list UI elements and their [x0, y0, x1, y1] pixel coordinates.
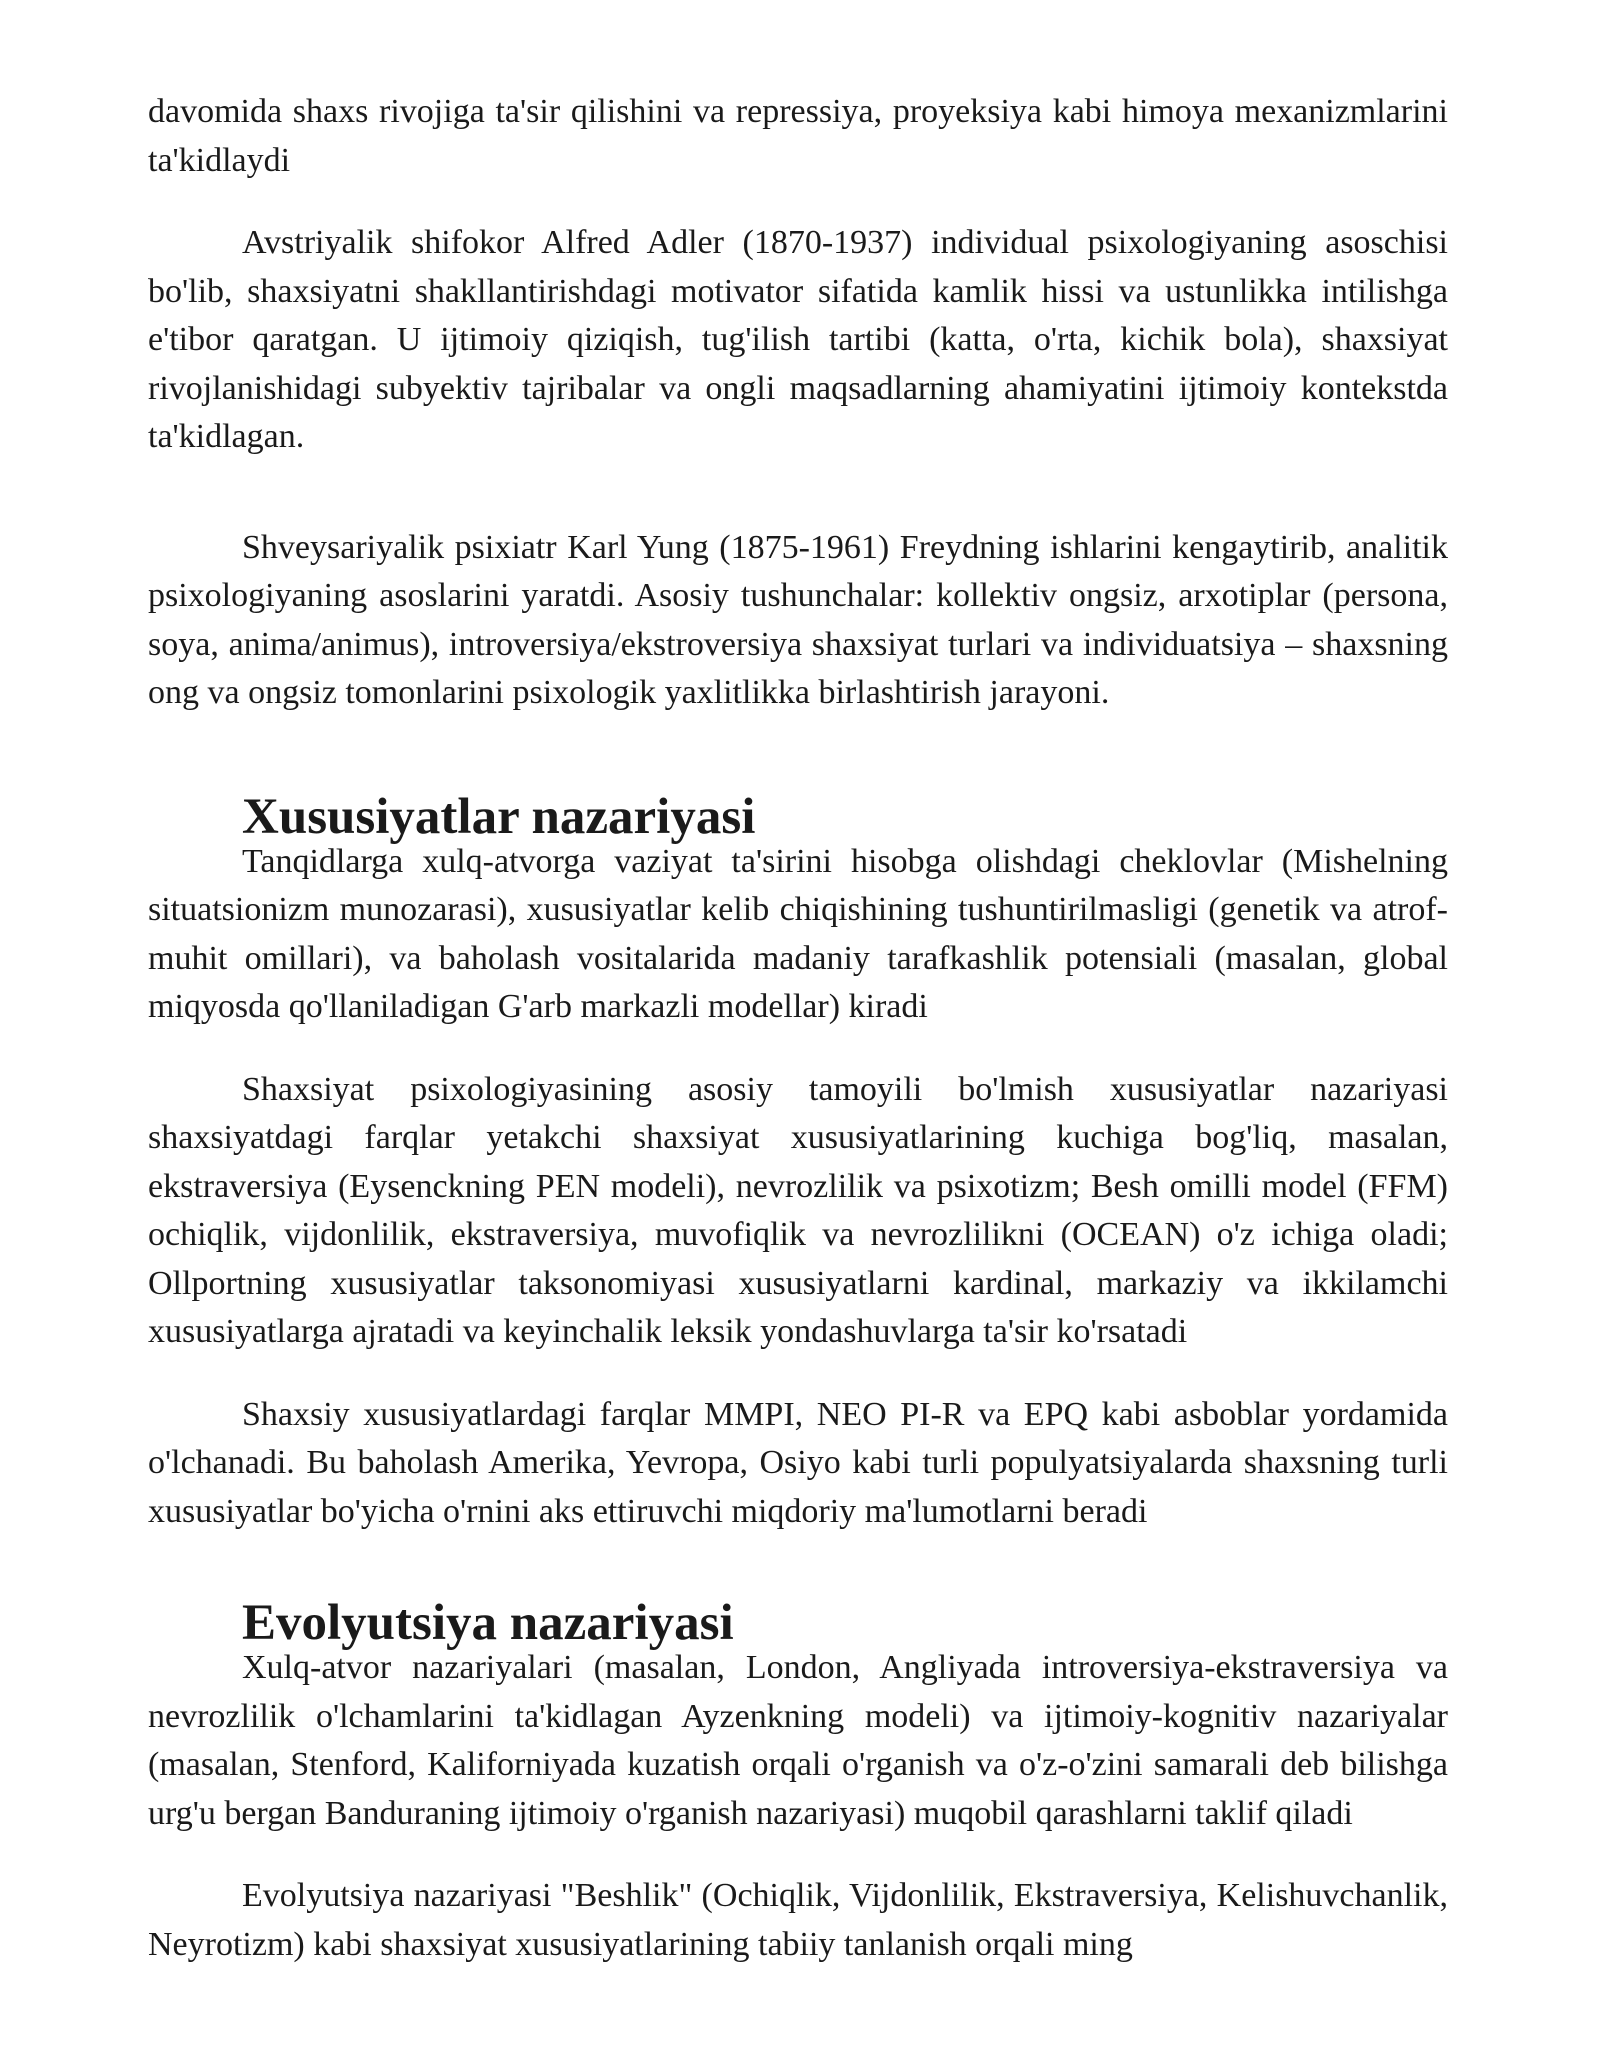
- paragraph-evolution-theory: Evolyutsiya nazariyasi "Beshlik" (Ochiqlik, Vijdonlilik, Ekstraversiya, Kelishuvchanlik, Neyrotizm) kabi shaxsiyat xususiyatlarining tabiiy tanlanish orqali ming: [148, 1877, 1448, 1963]
- heading-trait-theory: Xususiyatlar nazariyasi: [242, 788, 756, 845]
- heading-evolution-theory: Evolyutsiya nazariyasi: [242, 1595, 734, 1651]
- paragraph-jung: Shveysariyalik psixiatr Karl Yung (1875-1961) Freydning ishlarini kengaytirib, analitik psixologiyaning asoslarini yaratdi. Asosiy tushunchalar: kollektiv ongsiz, arxotiplar (persona, soya, anima/animus), introversiya/ekstroversiya shaxsiyat turlari va individuatsiya – shaxsning ong va ongsiz tomonlarini psixologik yaxlitlikka birlashtirish jarayoni.: [148, 528, 1448, 711]
- spacer: [148, 1536, 1448, 1602]
- spacer: [148, 1838, 1448, 1872]
- paragraph-trait-measurement: Shaxsiy xususiyatlardagi farqlar MMPI, NEO PI-R va EPQ kabi asboblar yordamida o'lchanadi. Bu baholash Amerika, Yevropa, Osiyo kabi turli populyatsiyalarda shaxsning turli xususiyatlar bo'yicha o'rnini aks ettiruvchi miqdoriy ma'lumotlarni beradi: [148, 1395, 1448, 1530]
- spacer: [148, 1357, 1448, 1391]
- spacer: [148, 185, 1448, 219]
- document-page: [148, 88, 1448, 1969]
- paragraph-trait-criticism: Tanqidlarga xulq-atvorga vaziyat ta'sirini hisobga olishdagi cheklovlar (Mishelning situatsionizm munozarasi), xususiyatlar kelib chiqishining tushuntirilmasligi (genetik va atrof-muhit omillari), va baholash vositalarida madaniy tarafkashlik potensiali (masalan, global miqyosda qo'llaniladigan G'arb markazli modellar) kiradi: [148, 842, 1448, 1025]
- paragraph-freud-continuation: davomida shaxs rivojiga ta'sir qilishini va repressiya, proyeksiya kabi himoya mexanizmlarini ta'kidlaydi: [148, 93, 1448, 179]
- paragraph-behavioral-theories: Xulq-atvor nazariyalari (masalan, London, Angliyada introversiya-ekstraversiya va nevrozlilik o'lchamlarini ta'kidlagan Ayzenkning modeli) va ijtimoiy-kognitiv nazariyalar (masalan, Stenford, Kaliforniyada kuzatish orqali o'rganish va o'z-o'zini samarali deb bilishga urg'u bergan Banduraning ijtimoiy o'rganish nazariyasi) muqobil qarashlarni taklif qiladi: [148, 1649, 1448, 1832]
- spacer: [148, 1032, 1448, 1066]
- spacer: [148, 718, 1448, 796]
- spacer: [148, 462, 1448, 524]
- paragraph-adler: Avstriyalik shifokor Alfred Adler (1870-1937) individual psixologiyaning asoschisi bo'lib, shaxsiyatni shakllantirishdagi motivator sifatida kamlik hissi va ustunlikka intilishga e'tibor qaratgan. U ijtimoiy qiziqish, tug'ilish tartibi (katta, o'rta, kichik bola), shaxsiyat rivojlanishidagi subyektiv tajribalar va ongli maqsadlarning ahamiyatini ijtimoiy kontekstda ta'kidlagan.: [148, 224, 1448, 455]
- paragraph-trait-theory: Shaxsiyat psixologiyasining asosiy tamoyili bo'lmish xususiyatlar nazariyasi shaxsiyatdagi farqlar yetakchi shaxsiyat xususiyatlarining kuchiga bog'liq, masalan, ekstraversiya (Eysenckning PEN modeli), nevrozlilik va psixotizm; Besh omilli model (FFM) ochiqlik, vijdonlilik, ekstraversiya, muvofiqlik va nevrozlilikni (OCEAN) o'z ichiga oladi; Ollportning xususiyatlar taksonomiyasi xususiyatlarni kardinal, markaziy va ikkilamchi xususiyatlarga ajratadi va keyinchalik leksik yondashuvlarga ta'sir ko'rsatadi: [148, 1070, 1448, 1350]
